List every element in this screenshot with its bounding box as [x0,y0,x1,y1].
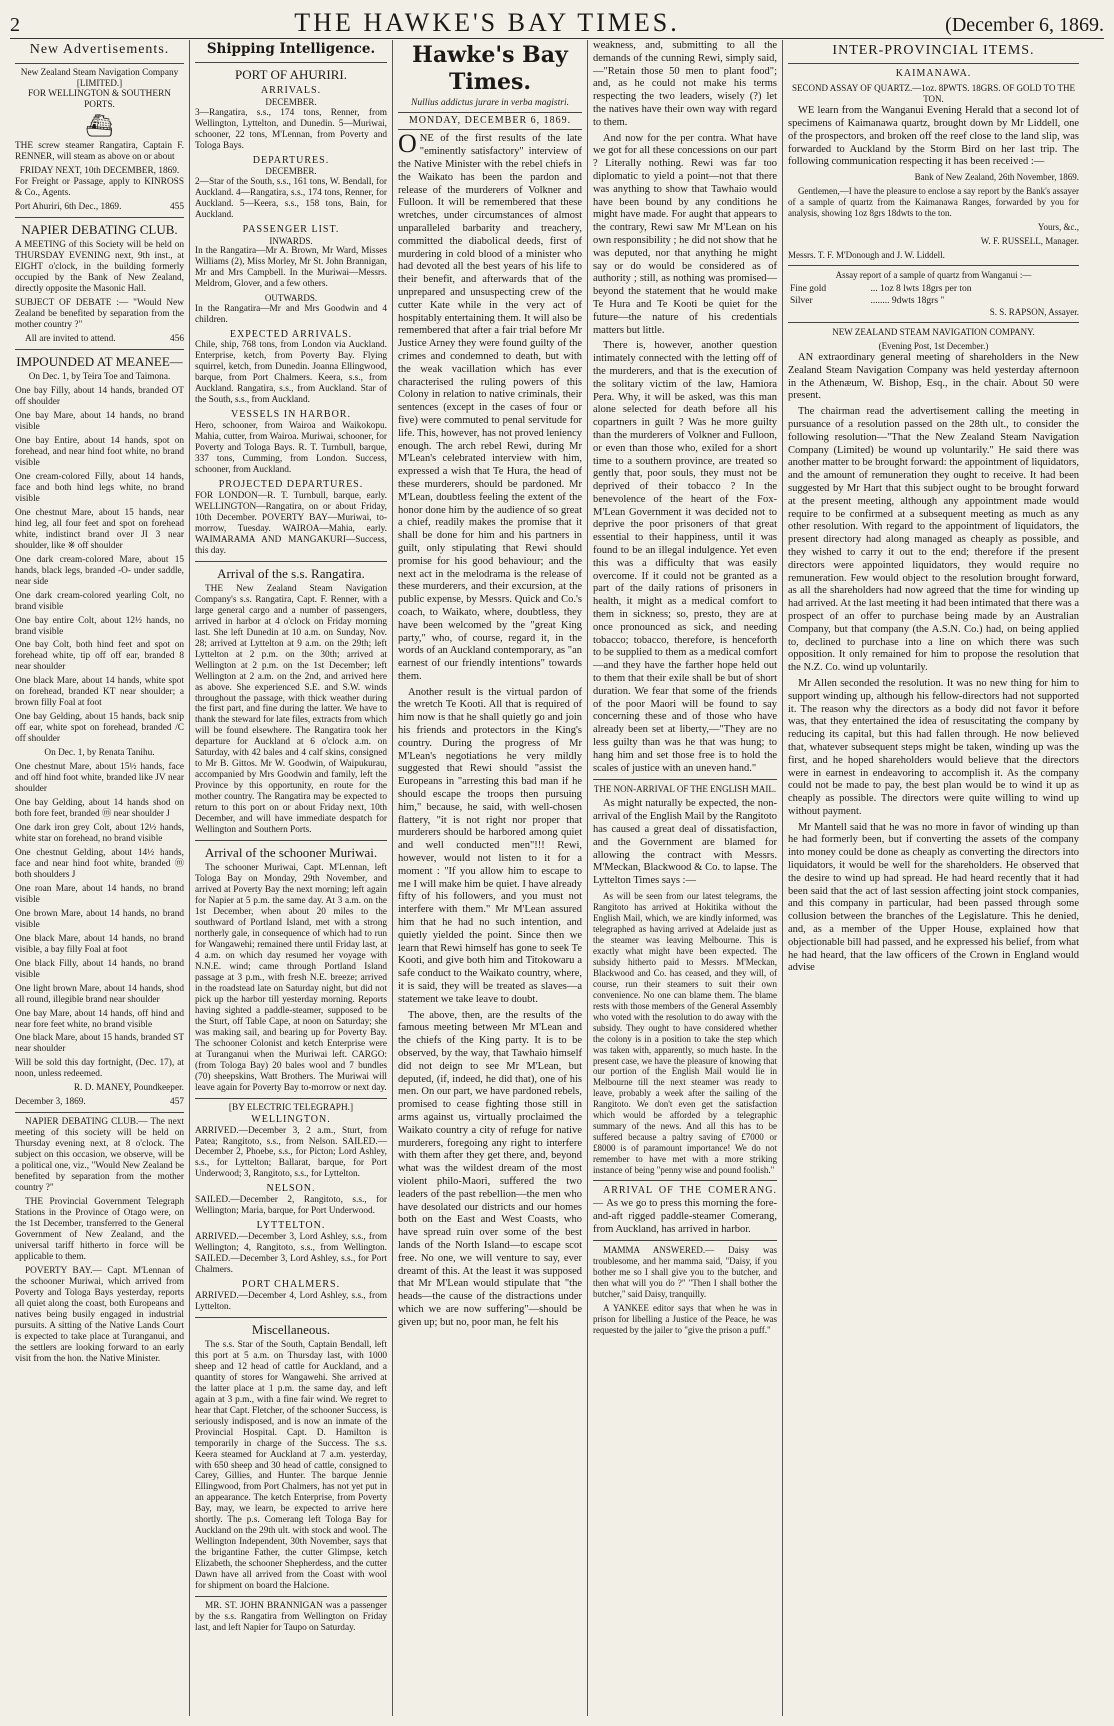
article-heading: Arrival of the schooner Muriwai. [204,845,378,861]
impound-signature: R. D. MANEY, Poundkeeper. [73,1083,184,1094]
article-text: AN extraordinary general meeting of shareholders in the New Zealand Steam Navigation Company was held yesterday afternoon in the Athenæum, W. Bishop, Esq., in the chair. About 50 were present. [788,352,1079,402]
assay-signature: S. S. RAPSON, Assayer. [989,307,1079,318]
arrivals-month: DECEMBER. [265,97,317,108]
letter-body: Gentlemen,—I have the pleasure to enclose a say report by the Bank's assayer of a sample of quartz from the Kaimanawa Ranges, forwarded by you for analysis, showing 1oz 8grs 18dwts to the ton. [788,186,1079,219]
letter-closing: Yours, &c., [1037,222,1079,233]
vessels-text: Hero, schooner, from Wairoa and Waikokopu. Mahia, cutter, from Wairoa. Muriwai, schooner, for Poverty and Tologa Bays. R. T. Turnbull, barque, 337 tons, Cumming, from London. Success, schooner, from Auckland. [195,421,387,475]
section-heading: Shipping Intelligence. [206,41,376,57]
masthead [10,8,1104,39]
place-heading: LYTTELTON. [256,1220,326,1232]
debate-ad-number: 456 [170,333,184,344]
debate-ad-invite: All are invited to attend. [25,333,116,344]
impound-item: One black Mare, about 15 hands, branded ST near shoulder [15,1033,184,1055]
column-shipping [190,40,393,1716]
editorial-dateline: MONDAY, DECEMBER 6, 1869. [398,112,582,130]
impound-item: One black Mare, about 14 hands, white spot on forehead, branded KT near shoulder; a brown filly Foal at foot [15,676,184,709]
impound-heading: IMPOUNDED AT MEANEE— [16,353,183,369]
impound-item: One roan Mare, about 14 hands, no brand visible [15,883,184,905]
article-text: Mr Allen seconded the resolution. It was no new thing for him to support winding up, although his fellow-directors had not supported it. The reason why the directors as a body did not favor it before was, that they entertained the idea of resuscitating the company by reducing its capital, but this had fallen through. He now believed that, whatever subsequent steps might be taken, winding up was the first, and he hoped shareholders would believe that the directors were in earnest in endeavoring to accomplish it. As the company could not be made to pay, the best plan would be to wind it up as cheaply as possible. The directors were quite willing to wind up without payment. [788,677,1079,817]
article-source: (Evening Post, 1st December.) [878,341,989,352]
impound-item: One cream-colored Filly, about 14 hands, face and both hind legs white, no brand visible [15,471,184,504]
misc-text: The s.s. Star of the South, Captain Bendall, left this port at 5 a.m. on Thursday last, with 1000 sheep and 12 head of cattle for Auckland, and a quantity of stores for Wangawehi. She arrived at the latter place at 1 p.m. the same day, and left again at 3 p.m., with a fine fair wind. We regret to hear that Capt. Fletcher, of the schooner Success, is seriously indisposed, and is now an inmate of the Provincial Hospital. Capt. D. Hamilton is temporarily in charge of the Success. The s.s. Keera steamed for Auckland at 7 a.m. yesterday, with 650 sheep and 30 head of cattle, consigned to Carey, Gillies, and Hunter. The barque Jennie Ellingwood, from Port Chalmers, has not yet put in an appearance. The ketch Enterprise, from Poverty Bay, may, we learn, be expected to arrive here shortly. The p.s. Comerang left Tologa Bay for Auckland on the 29th ult. with stock and wool. The Wellington Independent, 30th November, says that the brigantine Father, the cutter Glimpse, ketch Elizabeth, the schooner Shepherdess, and the cutter Dawn have all arrived from the Coast with wool for shipment on board the Halcione. [195,1339,387,1592]
place-text: ARRIVED.—December 3, Lord Ashley, s.s., from Wellington; 4, Rangitoto, s.s., from Wellington. SAILED.—December 3, Lord Ashley, s.s., for Port Chalmers. [195,1231,387,1275]
editorial-paragraph: NE of the first results of the late "eminently satisfactory" interview of the Native Minister with the rebel chiefs in the Waikato has been the pardon and release of the murderers of Volkner and Fulloon. It will be remembered that these wretches, under circumstances of almost unparalleled barbarity and treachery, committed the diabolical deeds, first of murdering in cold blood of a minister who had devoted all the best years of his life to their benefit, and afterwards that of the unprepared and unsuspecting crew of the cutter Kate while in the very act of hospitably entertaining them. It will also be remembered that after a fair trial before Mr Justice Arney they were found guilty of the crimes and condemned to death, but with the weak vacillation which has ever characterised the ruling powers of this Colony in relation to native criminals, their sentences (except in the cases of four or five) were commuted to penal servitude for life. This, however, has not proved leniency enough. The arch rebel Rewi, during Mr M'Lean's celebrated interview with him, expressed a wish that Te Hura, the head of these murderers, should be pardoned. Mr M'Lean, doubtless feeling the extent of the honor done him by the audience of so great a chief, readily makes the promise that it shall be done for him and his partners in guilt, only stipulating that Rewi should promise for his good behaviour; and the next act in the melodrama is the release of these murderers, and their excursion, at the public expense, by Messrs. Quick and Co.'s coach, to Waikato, where, doubtless, they have been welcomed by the "great King party," who, of course, regard it, in the words of an Auckland contemporary, as "an earnest of our friendly intentions" towards them. [398,133,582,682]
news-item: MR. ST. JOHN BRANNIGAN was a passenger by the s.s. Rangatira from Wellington on Friday last, and left Napier for Taupo on Saturday. [195,1601,387,1634]
ad-title: New Zealand Steam Navigation Company [20,67,179,78]
arrivals-heading: ARRIVALS. [260,85,322,97]
impound-item: One bay Entire, about 14 hands, spot on forehead, and near hind foot white, no brand visible [15,436,184,468]
vessels-heading: VESSELS IN HARBOR. [231,409,351,421]
drop-cap: O [398,129,417,159]
ad-subtitle: [LIMITED.] [76,78,123,89]
column-advertisements [10,40,190,1716]
debate-ad-text: A MEETING of this Society will be held on THURSDAY EVENING next, 9th inst., at EIGHT o'clock, in the building formerly occupied by the Bank of New Zealand, directly opposite the Masonic Hall. [15,240,184,294]
departures-month: DECEMBER. [265,166,317,177]
impound-item: One dark iron grey Colt, about 12½ hands, white star on forehead, no brand visible [15,823,184,844]
impound-sale: Will be sold this day fortnight, (Dec. 17), at noon, unless redeemed. [15,1058,184,1080]
impound-item: One bay Mare, about 14 hands, no brand visible [15,411,184,433]
article-heading: Arrival of the s.s. Rangatira. [217,565,365,581]
departures-heading: DEPARTURES. [252,154,330,166]
article-text: As might naturally be expected, the non-arrival of the English Mail by the Rangitoto has caused a great deal of dissatisfaction, and the Government are blamed for allowing the contract with Messrs. M'Meckan, Blackwood & Co. to lapse. The Lyttelton Times says :— [593,798,778,887]
assay-report-heading: Assay report of a sample of quartz from Wanganui :— [835,269,1032,280]
editorial-paragraph: The above, then, are the results of the famous meeting between Mr M'Lean and the chiefs of the King party. It is to be observed, by the way, that Tawhaio himself did not deign to see Mr M'Lean, but deputed, (if, indeed, he did that), one of his men. On our part, we have pardoned rebels, promised to cease fighting those still in arms against us, virtually proclaimed the Waikato country a city of refuge for native murderers, foregoing any right to interfere with them after they get there, and, beyond what was the wildest dream of the most violent philo-Maori, suffered the two leaders of the past rebellion—the men who have desolated our districts and our homes both on the East and West Coasts, who have spread ruin over some of the best lands of the North Island—to escape scot free. No one, we will venture to say, ever dreamt of this. At the least it was supposed that Mr M'Lean would stipulate that "the heads—the cause of the distractions under which we are now suffering"—should be given up; but no, poor man, he felt his [398,1009,582,1328]
projected-text: FOR LONDON—R. T. Turnbull, barque, early. WELLINGTON—Rangatira, on or about Friday, 10th December. POVERTY BAY—Muriwai, to-morrow, Tuesday. WAIROA—Mahia, early. WAIMARAMA AND MANGAKURI—Success, this day. [195,490,387,556]
impound-item: One chestnut Mare, about 15½ hands, face and off hind foot white, branded like JV near shoulder [15,762,184,795]
article-heading: NEW ZEALAND STEAM NAVIGATION COMPANY. [832,327,1035,338]
impound-item: One bay Filly, about 14 hands, branded OT off shoulder [15,386,184,408]
ad-freight: For Freight or Passage, apply to KINROSS & Co., Agents. [15,176,184,198]
impound-item: One light brown Mare, about 14 hands, shod all round, illegible brand near shoulder [15,983,184,1005]
impound-item: One dark cream-colored Mare, about 15 hands, black legs, branded -O- under saddle, near side [15,554,184,587]
column-editorial [393,40,588,1716]
passenger-heading: PASSENGER LIST. [242,223,340,235]
impound-item: One brown Mare, about 14 hands, no brand visible [15,908,184,930]
impound-list-1 [15,386,184,745]
assay-value: ... 1oz 8 lwts 18grs per ton [870,283,972,294]
columns [10,40,1104,1716]
impound-intro: On Dec. 1, by Teira Toe and Taimona. [28,372,171,383]
news-item: POVERTY BAY.— Capt. M'Lennan of the schooner Muriwai, which arrived from Poverty and Tologa Bays yesterday, reports all quiet along the coast, both Europeans and natives being busily engaged in industrial pursuits. A sitting of the Native Lands Court is expected to take place at Turanganui, and the settlers are looking forward to an early visit from the hon. the Native Minister. [15,1265,184,1364]
article-heading: THE NON-ARRIVAL OF THE ENGLISH MAIL. [593,784,777,795]
ad-sail-date: FRIDAY NEXT, 10th DECEMBER, 1869. [19,165,180,176]
news-item: NAPIER DEBATING CLUB.— The next meeting of this society will be held on Thursday evening next, at 8 o'clock. The subject on this occasion, we observe, will be a political one, viz., "Would New Zealand be benefited by separation from the mother country ?" [15,1117,184,1194]
article-text: THE New Zealand Steam Navigation Company's s.s. Rangatira, Capt. F. Renner, with a large general cargo and a number of passengers, arrived in harbor at 4 o'clock on Friday morning last. She left Dunedin at 10 a.m. on Sunday, Nov. 28; arrived at Lyttelton at 9 a.m. on the 29th; left Lyttelton at 2 p.m. on the 30th; arrived at Wellington at 2 p.m. on the 1st December; left Wellington at 2 a.m. on the 2nd, and arrived here as above. She experienced S.E. and S.W. winds throughout the passage, with thick weather during the first part, and fine during the latter. We have to thank the steward for late files, extracts from which will be found elsewhere. The Rangatira took her departure for Auckland at 6 o'clock a.m. on Saturday, with 42 bales and 4 calf skins, consigned to Mr B. Gittos. Mr W. Goodwin, of Waipukurau, accompanied by Mrs Goodwin and family, left the Province by this opportunity, en route for the mother country. The Rangatira may be expected to return to this port on or about Friday next, 10th December, and will have immediate despatch for Wellington and Southern Ports. [195,583,387,836]
letter-recipient: Messrs. T. F. M'Donough and J. W. Liddell. [788,250,945,260]
outwards-text: In the Rangatira—Mr and Mrs Goodwin and 4 children. [195,303,387,325]
ad-text: THE screw steamer Rangatira, Captain F. RENNER, will steam as above on or about [15,140,184,162]
impound-item: One bay Gelding, about 14 hands shod on both fore feet, branded ⓜ near shoulder J [15,798,184,820]
inwards-heading: INWARDS. [269,235,313,246]
assay-row [788,284,1079,296]
article-quote: As will be seen from our latest telegrams, the Rangitoto has arrived at Hokitika without the English Mail, which, we are kindly informed, was telegraphed as having arrived at Adelaide just as the steamer was leaving Melbourne. This is exactly what might have been expected. The subsidy hitherto paid to Messrs. M'Meckan, Blackwood and Co. has ceased, and they will, of course, run their steamers to suit their own convenience. No one can blame them. The blame rests with those members of the General Assembly who voted with the resolution to do away with the subsidy. They ought to have considered whether the colony is in a position to take the step which was taken with, apparently, so much haste. In the present case, we have the pleasure of knowing that our portion of the English Mail would lie in Melbourne till the next steamer was ready to leave, probably a week after the sailing of the Rangitoto. We don't even get the satisfaction which would be afforded by a telegraphic summary of the news. And all this has to be suffered because a paltry saving of £7000 or £8000 is of paramount importance! We do not remember to have met with a more striking instance of being "penny wise and pound foolish." [593,890,777,1176]
ad-route: FOR WELLINGTON & SOUTHERN PORTS. [28,89,171,111]
news-item-title: ARRIVAL OF THE COMERANG.— [593,1185,777,1209]
impound-item: One bay Colt, both hind feet and spot on forehead white, tip off off ear, branded 8 near shoulder [15,640,184,673]
section-heading: INTER-PROVINCIAL ITEMS. [832,43,1035,58]
impound-date: December 3, 1869. [15,1097,86,1108]
section-heading: New Advertisements. [29,42,170,57]
place-text: ARRIVED.—December 3, 2 a.m., Sturt, from Patea; Rangitoto, s.s., from Nelson. SAILED.—December 2, Phoebe, s.s., for Picton; Lord Ashley, s.s., for Lyttelton; Ballarat, barque, for Port Underwood; 3, Rangitoto, s.s., for Lyttelton. [195,1125,387,1180]
editorial-motto: Nullius addictus jurare in verba magistri. [411,97,569,108]
news-item: THE Provincial Government Telegraph Stations in the Province of Otago were, on the 1st December, transferred to the General Government of New Zealand, and the universal tariff hitherto in force will be applicable to them. [15,1197,184,1262]
place-text: ARRIVED.—December 4, Lord Ashley, s.s., from Lyttelton. [195,1290,387,1312]
assay-value: ........ 9dwts 18grs " [870,295,945,306]
arrivals-text: 3—Rangatira, s.s., 174 tons, Renner, from Wellington, Lyttelton, and Dunedin. 5—Muriwai, schooner, 22 tons, M'Lennan, from Poverty and Tologa Bays. [195,107,387,151]
debate-ad-subject: SUBJECT OF DEBATE :— "Would New Zealand be benefited by separation from the mother country ?" [15,297,184,330]
letter-signature: W. F. RUSSELL, Manager. [980,236,1079,247]
impound-item: One chestnut Gelding, about 14½ hands, face and near hind foot white, branded ⓜ both shoulders J [15,847,184,880]
letter-heading: Bank of New Zealand, 26th November, 1869. [914,172,1079,183]
assay-item: Fine gold [790,283,827,294]
impound-intro-2: On Dec. 1, by Renata Tanihu. [44,748,155,759]
place-heading: WELLINGTON. [251,1113,331,1125]
article-text: WE learn from the Wanganui Evening Herald that a second lot of specimens of Kaimanawa quartz, brought down by Mr Liddell, one of the prospectors, and broken off the reef close to the land slip, was forwarded to Auckland by the Storm Bird on her last trip. The following communication respecting it has been received :— [788,105,1079,168]
editorial-paragraph: There is, however, another question intimately connected with the letting off of the murderers, and that is the execution of the solitary victim of the law, Hamiora Pera. Why, it will be asked, was this man alone selected for death before all his copartners in guilt ? Was he more guilty than the murderers of Volkner and Fulloon, or even than those who, exiled for a short time to a southern province, are treated so gently that, poor souls, they must not be deprived of their tobacco ? In the benevolence of the heart of the Fox-M'Lean Government it was decided not to deprive the poor prisoners of that great essential to their happiness, until it was found to be an illegal indulgence. Yet even this was a difficulty that was easily overcome. If it could not be granted as a part of the daily rations of prisoners in health, it might as a medical comfort to them in sickness; so, presto, they are at once pronounced as sick, and needing tobacco; tobacco, therefore, is henceforth to be supplied to them as a medical comfort—and they have the farther hope held out to them that their exile shall be but of short duration. We fear that some of the friends of the poor Maori will be found to say concerning these and of those who have already been set at liberty,—"They are no less guilty than was he that was hung; to hang him and set those free is to hold the scales of justice with an uneven hand." [593,340,777,774]
telegraph-heading: [BY ELECTRIC TELEGRAPH.] [228,1102,354,1113]
assay-row [788,296,1079,308]
steamship-icon: ⛴ [85,113,114,139]
page-number: 2 [10,14,20,36]
debate-ad-heading: NAPIER DEBATING CLUB. [21,221,178,237]
impound-number: 457 [170,1097,184,1108]
place-text: SAILED.—December 2, Rangitoto, s.s., for Wellington; Maria, barque, for Port Underwood. [195,1195,387,1217]
expected-heading: EXPECTED ARRIVALS. [229,328,353,340]
misc-heading: Miscellaneous. [251,1321,331,1337]
news-item-text: As we go to press this morning the fore-and-aft rigged paddle-steamer Comerang, from Auckland, has arrived in harbor. [593,1197,777,1235]
impound-item: One chestnut Mare, about 15 hands, near hind leg, all four feet and spot on forehead white, indistinct brand over JI 3 near shoulder, like ※ off shoulder [15,507,184,551]
impound-item: One black Mare, about 14 hands, no brand visible, a bay filly Foal at foot [15,933,184,955]
impound-item: One dark cream-colored yearling Colt, no brand visible [15,590,184,612]
impound-list-2 [15,762,184,1055]
projected-heading: PROJECTED DEPARTURES. [218,478,364,490]
impound-item: One bay Gelding, about 15 hands, back snip off ear, white spot on forehead, branded /C off shoulder [15,712,184,745]
departures-text: 2—Star of the South, s.s., 161 tons, W. Bendall, for Auckland. 4—Rangatira, s.s., 174 tons, Renner, for Auckland. 5—Keera, s.s., 158 tons, Bain, for Auckland. [195,176,387,220]
ad-number: 455 [170,201,184,212]
article-text: The chairman read the advertisement calling the meeting in pursuance of a resolution passed on the 28th ult., to consider the following resolution—"That the New Zealand Steam Navigation Company (Limited) be wound up voluntarily." He said there was another matter to be brought forward: the appointment of liquidators, and the amount of remuneration they ought to receive. It had been suggested by Mr Hart that this subject ought to be brought forward at the present meeting, although any appointment made would require to be confirmed at a subsequent meeting as much as any other resolution. With regard to the appointment of liquidators, the present directory had along managed as cheaply as possible, and they wished to carry it out to the end; therefore if the present directors were appointed liquidators, they would require no remuneration. Few would object to the resolution brought forward, as all the shareholders had now agreed that the time for winding up had arrived. At the last meeting it had been intimated that there was a prospect of an offer to purchase being made by an Australian Company, but that company (the A.S.N. Co.) had, on being applied to, declined to purchase into a line on which there was such opposition. It only remained for him to propose the resolution that the N.Z. Co. wind up voluntarily. [788,406,1079,674]
column-editorial-continued [588,40,783,1716]
assay-subheading: SECOND ASSAY OF QUARTZ.—1oz. 8PWTS. 18GRS. OF GOLD TO THE TON. [791,83,1076,105]
editorial-paragraph: And now for the per contra. What have we got for all these concessions on our part ? Literally nothing. Rewi was far too diplomatic to yield a point—not that there was anything to show that Tawhaio would have been bound by any conditions he might have made. For aught that appears to the contrary, Rewi saw Mr M'Lean on his own responsibility ; he did not show that he was deputed, nor that anything he might say or do would be considered as of authority ; still, as nothing was promised—beyond the statement that he would make Te Hura and Te Kooti be quiet for the future—the nature of his credentials matters but little. [593,132,777,336]
column-inter-provincial [783,40,1084,1716]
outwards-heading: OUTWARDS. [264,293,318,304]
place-heading: NELSON. [266,1183,316,1195]
assay-table [788,284,1079,307]
editorial-title: Hawke's Bay Times. [412,42,568,95]
article-text: Mr Mantell said that he was no more in favor of winding up than he had formerly been, but if converting the assets of the company into money could be done as cheaply as converting the directors into liquidators, it would be well for the shareholders. He observed that the desire to wind up had spread. He had heard recently that it had been said that the act of last session affecting joint stock companies, and this company in particular, had been passed through some collusion between the branches of the Legislature. This he denied, and, as a member of the Upper House, explained how that objectionable bill had passed, and he expressed his belief, from what he had heard, that the law officers of the Crown in England would advise [788,821,1079,974]
issue-date: (December 6, 1869. [945,14,1104,36]
place-heading: KAIMANAWA. [895,68,972,80]
editorial-paragraph: Another result is the virtual pardon of the wretch Te Kooti. All that is required of him now is that he shall quietly go and join his friends and protectors in the King's country. During the progress of Mr M'Lean's negotiations he very mildly suggested that Rewi should "assist the Europeans in "arresting this bad man if he should escape the troops then pursuing him," because, he said, with well-chosen flattery, "it is not right nor proper that murderers should be harbored among quiet and well conducted men"!!! Rewi, however, would not listen to it for a moment : "If you allow him to escape to me I will make him be quiet. I have already fifty of his followers, and you must not interfere with them." Mr M'Lean assured him that he had no such intention, and quietly yielded the point. Since then we learn that Rewi himself has gone to seek Te Kooti, and give both him and Titokowaru a safe conduct to the Waikato country, where, it is said, they will be treated as slaves—a statement we take leave to doubt. [398,686,582,1005]
expected-text: Chile, ship, 768 tons, from London via Auckland. Enterprise, ketch, from Poverty Bay. Flying squirrel, ketch, from Dunedin. Joanna Ellingwood, barque, from Port Chalmers. Keera, s.s., from Auckland. Rangatira, s.s., from Auckland. Star of the South, s.s., from Auckland. [195,340,387,406]
news-item: A YANKEE editor says that when he was in prison for libelling a Justice of the Peace, he was requested by the jailer to "give the prison a puff." [593,1303,777,1336]
place-heading: PORT CHALMERS. [241,1278,341,1290]
editorial-paragraph: weakness, and, submitting to all the demands of the cunning Rewi, simply said,—"Retain those 50 men to plant food"; and, as he could not make his terms respecting the two leaders, wisely (?) let the natives have their own way with regard to them. [593,40,777,128]
newspaper-name: THE HAWKE'S BAY TIMES. [294,8,680,37]
impound-item: One black Filly, about 14 hands, no brand visible [15,958,184,980]
port-heading: PORT OF AHURIRI. [234,66,348,82]
impound-item: One bay Mare, about 14 hands, off hind and near fore feet white, no brand visible [15,1008,184,1030]
article-text: The schooner Muriwai, Capt. M'Lennan, left Tologa Bay on Monday, 29th November, and arrived at Poverty Bay the next morning; left again for Napier at 5 p.m. the same day. At 3 a.m. on the 1st December, when about 20 miles to the southward of Portland Island, met with a strong northerly gale, in consequence of which had to run for Wangawehi; remained there until Friday last, at 4 a.m. on which day resumed her voyage with N.N.E. wind; came through Portland Island passage at 3 p.m., with fresh N.E. breeze; arrived in the roadstead late on Saturday night, but did not pick up the harbor till yesterday morning. Reports having sighted a paddle-steamer, supposed to be the Sturt, off Table Cape, at noon on Saturday; she was making sail, and bearing up for Poverty Bay. The schooner Colonist and ketch Enterprise were at Turanganui when the Muriwai left. CARGO: (from Tologa Bay) 20 bales wool and 7 bundles (70) sheepskins, Watt Brothers. The Muriwai will leave again for Poverty Bay to-morrow or next day. [195,863,387,1093]
impound-item: One bay entire Colt, about 12½ hands, no brand visible [15,615,184,637]
inwards-text: In the Rangatira—Mr A. Brown, Mr Ward, Misses Williams (2), Miss Morley, Mr St. John Brannigan, Mr and Mrs Campbell. In the Muriwai—Messrs. Meldrom, Glover, and a few others. [195,246,387,290]
news-item: MAMMA ANSWERED.— Daisy was troublesome, and her mamma said, "Daisy, if you bother me so I shall give you to the butcher, and then what will you do ?" "Then I shall bother the butcher," said Daisy, tranquilly. [593,1245,777,1300]
assay-item: Silver [790,295,813,306]
ad-date: Port Ahuriri, 6th Dec., 1869. [15,201,122,212]
